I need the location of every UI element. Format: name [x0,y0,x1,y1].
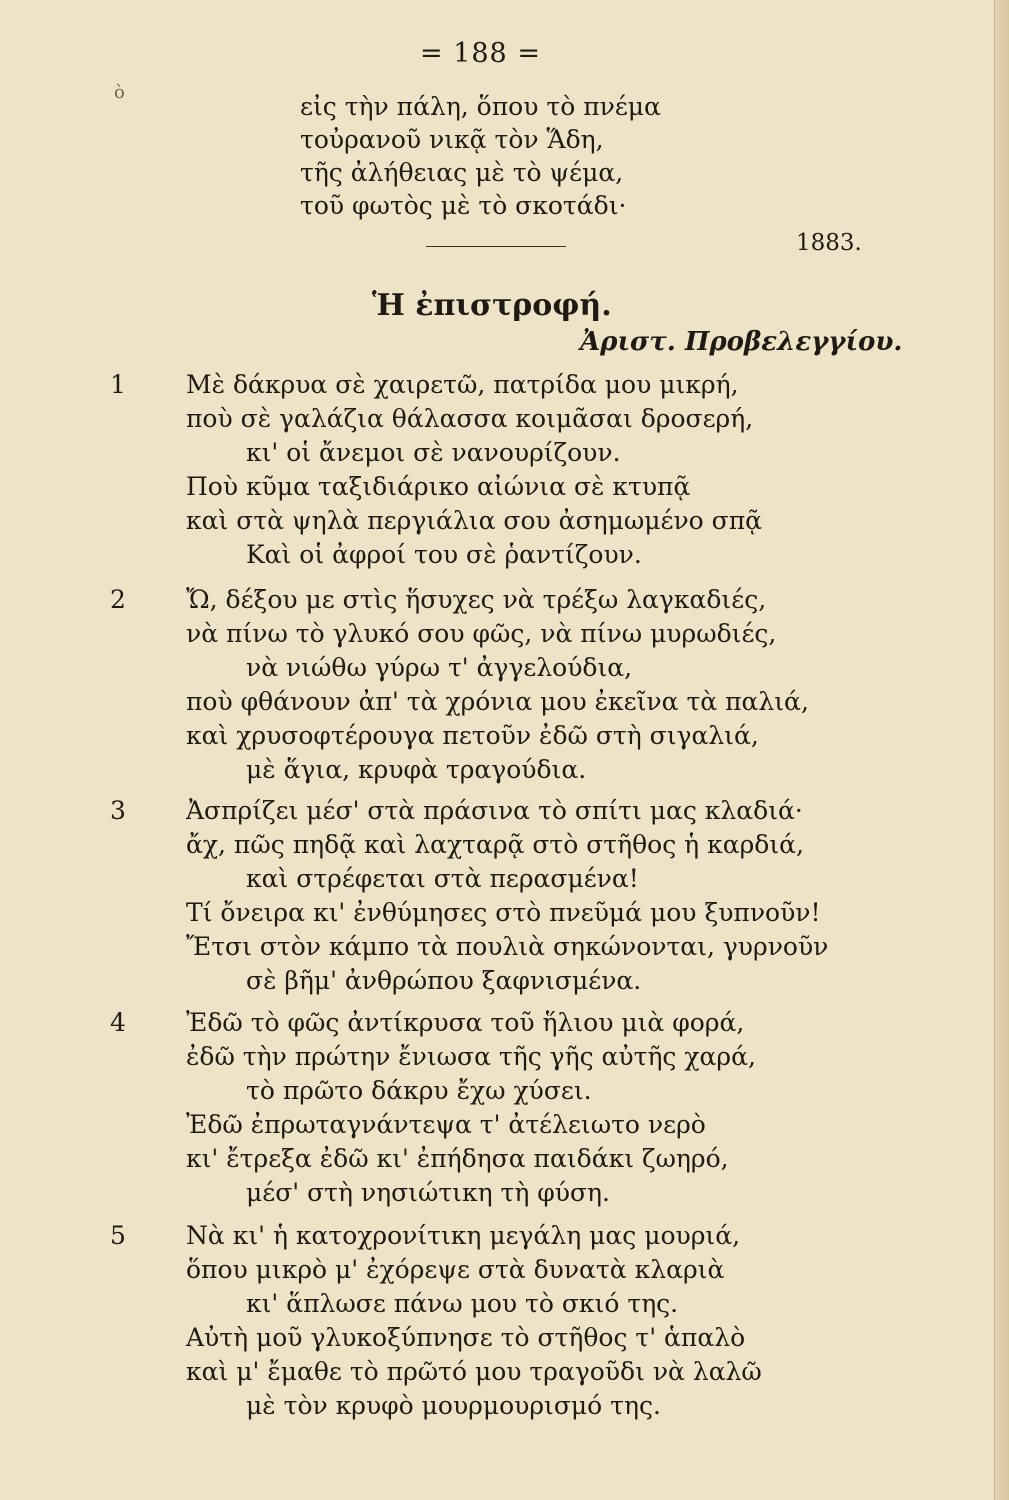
poem-title: Ἡ ἐπιστροφή. [372,288,612,323]
verse-line: κι' οἱ ἄνεμοι σὲ νανουρίζουν. [246,438,621,467]
verse-line: ποὺ φθάνουν ἀπ' τὰ χρόνια μου ἐκεῖνα τὰ παλιά, [186,687,809,716]
intro-line: τῆς ἀλήθειας μὲ τὸ ψέμα, [300,158,624,187]
verse-line: καὶ στὰ ψηλὰ περγιάλια σου ἀσημωμένο σπᾷ [186,506,763,535]
verse-line: ὅπου μικρὸ μ' ἐχόρεψε στὰ δυνατὰ κλαριὰ [186,1255,725,1284]
verse-line: κι' ἅπλωσε πάνω μου τὸ σκιό της. [246,1289,679,1318]
section-divider [426,246,566,247]
verse-line: Ἀσπρίζει μέσ' στὰ πράσινα τὸ σπίτι μας κλαδιά· [186,796,803,825]
intro-line: τοὐρανοῦ νικᾷ τὸν Ἅδη, [300,125,604,154]
verse-line: Ἐδῶ ἐπρωταγνάντεψα τ' ἀτέλειωτο νερὸ [186,1110,706,1139]
stanza-number: 2 [110,585,126,614]
verse-line: Ἔτσι στὸν κάμπο τὰ πουλιὰ σηκώνονται, γυρνοῦν [186,932,829,961]
verse-line: Ὤ, δέξου με στὶς ἥσυχες νὰ τρέξω λαγκαδιές, [186,585,767,614]
poem-author: Ἀριστ. Προβελεγγίου. [580,327,903,357]
stanza-number: 1 [110,370,126,399]
verse-line: Νὰ κι' ἡ κατοχρονίτικη μεγάλη μας μουριά, [186,1221,741,1250]
verse-line: Αὐτὴ μοῦ γλυκοξύπνησε τὸ στῆθος τ' ἁπαλὸ [186,1323,746,1352]
verse-line: κι' ἔτρεξα ἐδῶ κι' ἐπήδησα παιδάκι ζωηρό, [186,1144,729,1173]
verse-line: Καὶ οἱ ἀφροί του σὲ ῥαντίζουν. [246,540,642,569]
verse-line: μέσ' στὴ νησιώτικη τὴ φύση. [246,1178,610,1207]
verse-line: Τί ὄνειρα κι' ἐνθύμησες στὸ πνεῦμά μου ξυπνοῦν! [186,898,821,927]
verse-line: Ποὺ κῦμα ταξιδιάρικο αἰώνια σὲ κτυπᾷ [186,472,691,501]
page-number: = 188 = [420,38,541,69]
verse-line: Ἐδῶ τὸ φῶς ἀντίκρυσα τοῦ ἥλιου μιὰ φορά, [186,1008,745,1037]
intro-line: τοῦ φωτὸς μὲ τὸ σκοτάδι· [300,191,627,220]
verse-line: καὶ μ' ἔμαθε τὸ πρῶτό μου τραγοῦδι νὰ λαλῶ [186,1357,762,1386]
stanza-number: 3 [110,796,126,825]
verse-line: νὰ πίνω τὸ γλυκό σου φῶς, νὰ πίνω μυρωδιές, [186,619,777,648]
stanza-number: 5 [110,1221,126,1250]
verse-line: καὶ χρυσοφτέρουγα πετοῦν ἐδῶ στὴ σιγαλιά, [186,721,759,750]
verse-line: καὶ στρέφεται στὰ περασμένα! [246,864,639,893]
verse-line: Μὲ δάκρυα σὲ χαιρετῶ, πατρίδα μου μικρή, [186,370,739,399]
verse-line: ἄχ, πῶς πηδᾷ καὶ λαχταρᾷ στὸ στῆθος ἡ καρδιά, [186,830,804,859]
verse-line: μὲ ἅγια, κρυφὰ τραγούδια. [246,755,587,784]
verse-line: ποὺ σὲ γαλάζια θάλασσα κοιμᾶσαι δροσερή, [186,404,754,433]
stanza-number: 4 [110,1008,126,1037]
verse-line: μὲ τὸν κρυφὸ μουρμουρισμό της. [246,1391,661,1420]
verse-line: τὸ πρῶτο δάκρυ ἔχω χύσει. [246,1076,592,1105]
verse-line: σὲ βῆμ' ἀνθρώπου ξαφνισμένα. [246,966,642,995]
verse-line: ἐδῶ τὴν πρώτην ἔνιωσα τῆς γῆς αὐτῆς χαρά, [186,1042,756,1071]
intro-line: εἰς τὴν πάλη, ὅπου τὸ πνέμα [300,92,661,121]
verse-line: νὰ νιώθω γύρω τ' ἀγγελούδια, [246,653,633,682]
poem-date: 1883. [796,230,862,256]
margin-mark: ὸ [114,82,125,103]
page-edge [994,0,1009,1500]
